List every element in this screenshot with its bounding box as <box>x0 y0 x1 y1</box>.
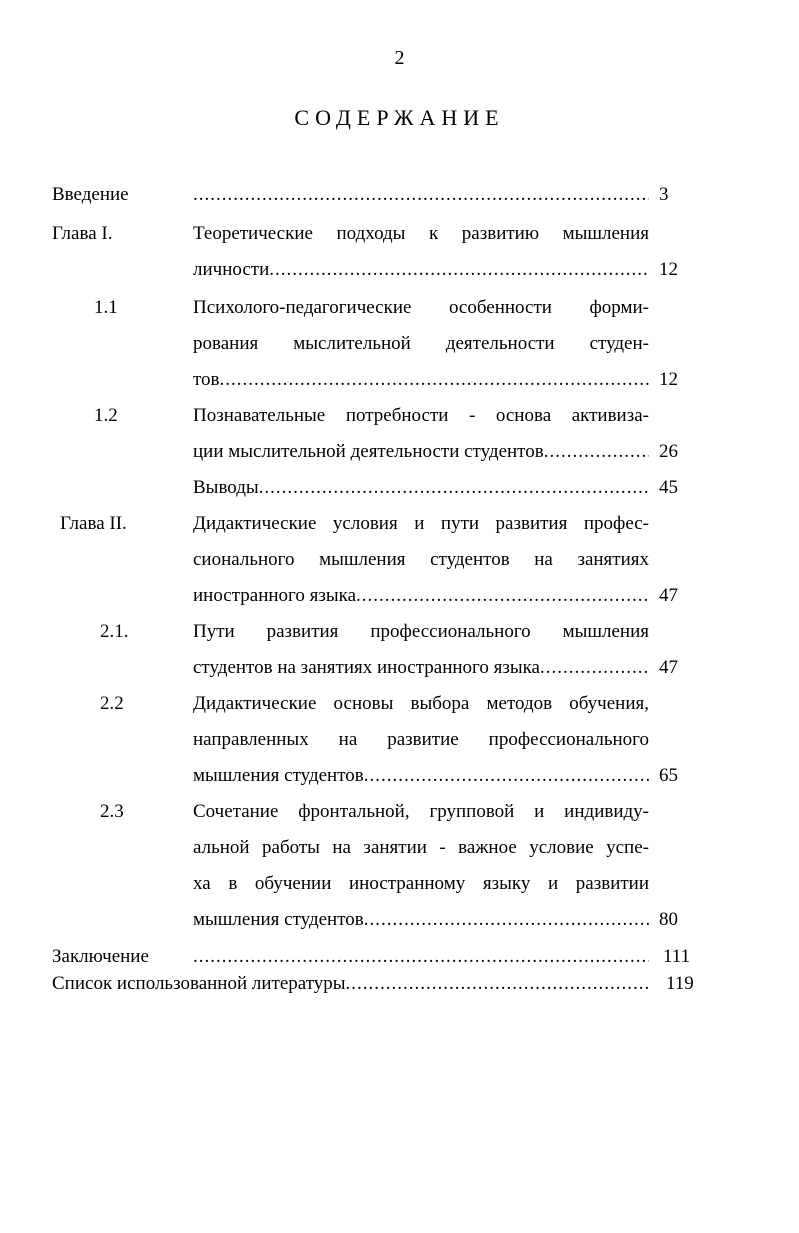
toc-leader <box>193 259 649 281</box>
toc-line: Выводы <box>193 477 259 498</box>
toc-label: Заключение <box>52 946 149 967</box>
toc-line: студентов на занятиях иностранного языка <box>193 657 540 678</box>
toc-line: Сочетание фронтальной, групповой и индивиду- <box>193 801 649 822</box>
toc-page: 119 <box>666 973 694 994</box>
toc-line: альной работы на занятии - важное условие успе- <box>193 837 649 858</box>
toc-page: 26 <box>659 441 678 462</box>
toc-label: 2.3 <box>100 801 124 822</box>
toc-line: тов <box>193 369 220 390</box>
toc-page: 80 <box>659 909 678 930</box>
toc-leader <box>193 585 649 607</box>
toc-line: Теоретические подходы к развитию мышления <box>193 223 649 244</box>
toc-line: ции мыслительной деятельности студентов <box>193 441 544 462</box>
toc-line: ха в обучении иностранному языку и развитии <box>193 873 649 894</box>
toc-page: 65 <box>659 765 678 786</box>
toc-label: 2.1. <box>100 621 129 642</box>
toc-leader <box>193 657 649 679</box>
toc-leader <box>193 477 649 499</box>
toc-leader <box>193 946 649 968</box>
toc-line: сионального мышления студентов на занятиях <box>193 549 649 570</box>
toc-leader <box>193 765 649 787</box>
toc-label: Список использованной литературы <box>52 973 346 994</box>
toc-label: Введение <box>52 184 129 205</box>
toc-line: Познавательные потребности - основа активиза- <box>193 405 649 426</box>
toc-label: Глава II. <box>60 513 127 534</box>
toc-label: Глава I. <box>52 223 113 244</box>
toc-leader <box>193 909 649 931</box>
toc-page: 111 <box>663 946 691 967</box>
toc-line: направленных на развитие профессионального <box>193 729 649 750</box>
toc-line: мышления студентов <box>193 909 364 930</box>
toc-page: 47 <box>659 657 678 678</box>
toc-label: 1.2 <box>94 405 118 426</box>
toc-leader <box>193 184 649 206</box>
toc-page: 12 <box>659 259 678 280</box>
toc-line: Психолого-педагогические особенности форми- <box>193 297 649 318</box>
toc-page: 47 <box>659 585 678 606</box>
toc-page: 12 <box>659 369 678 390</box>
toc-label: 1.1 <box>94 297 118 318</box>
toc-line: Пути развития профессионального мышления <box>193 621 649 642</box>
toc-page: 45 <box>659 477 678 498</box>
toc-leader <box>52 973 649 995</box>
toc-leader <box>193 369 649 391</box>
toc-label: 2.2 <box>100 693 124 714</box>
toc-page: 3 <box>659 184 669 205</box>
toc-line: личности <box>193 259 270 280</box>
page-number: 2 <box>394 47 405 69</box>
toc-leader <box>193 441 649 463</box>
toc-line: Дидактические основы выбора методов обучения, <box>193 693 649 714</box>
toc-line: мышления студентов <box>193 765 364 786</box>
page-title: СОДЕРЖАНИЕ <box>294 105 505 130</box>
toc-line: Дидактические условия и пути развития профес- <box>193 513 649 534</box>
toc-line: рования мыслительной деятельности студен- <box>193 333 649 354</box>
toc-line: иностранного языка <box>193 585 357 606</box>
